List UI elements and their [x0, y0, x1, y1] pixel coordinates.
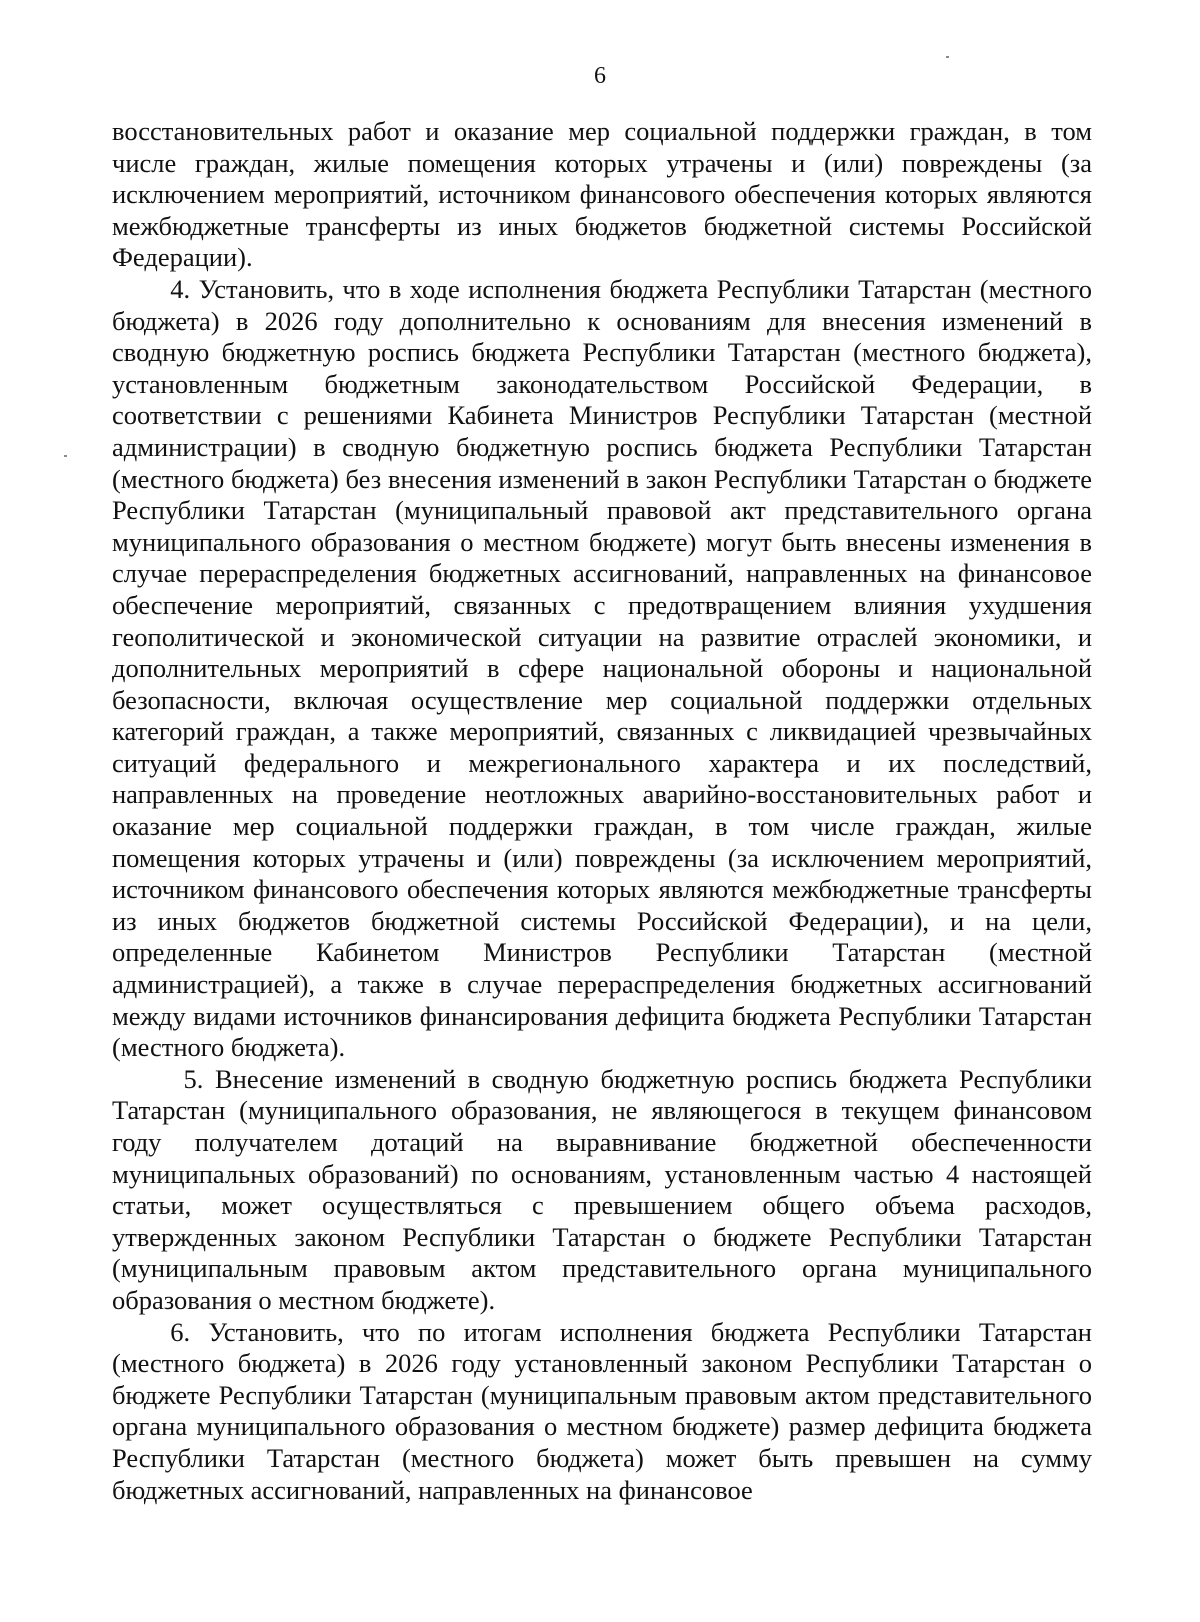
page-number: 6	[594, 63, 606, 89]
paragraph-continuation: восстановительных работ и оказание мер социальной поддержки граждан, в том числе граждан, жилые помещения которых утрачены и (или) повреждены (за исключением мероприятий, источником финансового обеспечения которых являются межбюджетные трансферты из иных бюджетов бюджетной системы Российской Федерации).	[112, 116, 1092, 273]
scan-speck	[64, 455, 67, 457]
scan-speck	[946, 56, 949, 58]
paragraph-item-6: 6. Установить, что по итогам исполнения бюджета Республики Татарстан (местного бюджета) в 2026 году установленный законом Республики Татарстан о бюджете Республики Татарстан (муниципальным правовым актом представительного органа муниципального образования о местном бюджете) размер дефицита бюджета Республики Татарстан (местного бюджета) может быть превышен на сумму бюджетных ассигнований, направленных на финансовое	[112, 1316, 1092, 1505]
paragraph-item-5: 5. Внесение изменений в сводную бюджетную роспись бюджета Республики Татарстан (муниципального образования, не являющегося в текущем финансовом году получателем дотаций на выравнивание бюджетной обеспеченности муниципальных образований) по основаниям, установленным частью 4 настоящей статьи, может осуществляться с превышением общего объема расходов, утвержденных законом Республики Татарстан о бюджете Республики Татарстан (муниципальным правовым актом представительного органа муниципального образования о местном бюджете).	[112, 1063, 1092, 1315]
document-body	[112, 116, 1092, 1506]
paragraph-item-4: 4. Установить, что в ходе исполнения бюджета Республики Татарстан (местного бюджета) в 2026 году дополнительно к основаниям для внесения изменений в сводную бюджетную роспись бюджета Республики Татарстан (местного бюджета), установленным бюджетным законодательством Российской Федерации, в соответствии с решениями Кабинета Министров Республики Татарстан (местной администрации) в сводную бюджетную роспись бюджета Республики Татарстан (местного бюджета) без внесения изменений в закон Республики Татарстан о бюджете Республики Татарстан (муниципальный правовой акт представительного органа муниципального образования о местном бюджете) могут быть внесены изменения в случае перераспределения бюджетных ассигнований, направленных на финансовое обеспечение мероприятий, связанных с предотвращением влияния ухудшения геополитической и экономической ситуации на развитие отраслей экономики, и дополнительных мероприятий в сфере национальной обороны и национальной безопасности, включая осуществление мер социальной поддержки отдельных категорий граждан, а также мероприятий, связанных с ликвидацией чрезвычайных ситуаций федерального и межрегионального характера и их последствий, направленных на проведение неотложных аварийно-восстановительных работ и оказание мер социальной поддержки граждан, в том числе граждан, жилые помещения которых утрачены и (или) повреждены (за исключением мероприятий, источником финансового обеспечения которых являются межбюджетные трансферты из иных бюджетов бюджетной системы Российской Федерации), и на цели, определенные Кабинетом Министров Республики Татарстан (местной администрацией), а также в случае перераспределения бюджетных ассигнований между видами источников финансирования дефицита бюджета Республики Татарстан (местного бюджета).	[112, 273, 1092, 1063]
